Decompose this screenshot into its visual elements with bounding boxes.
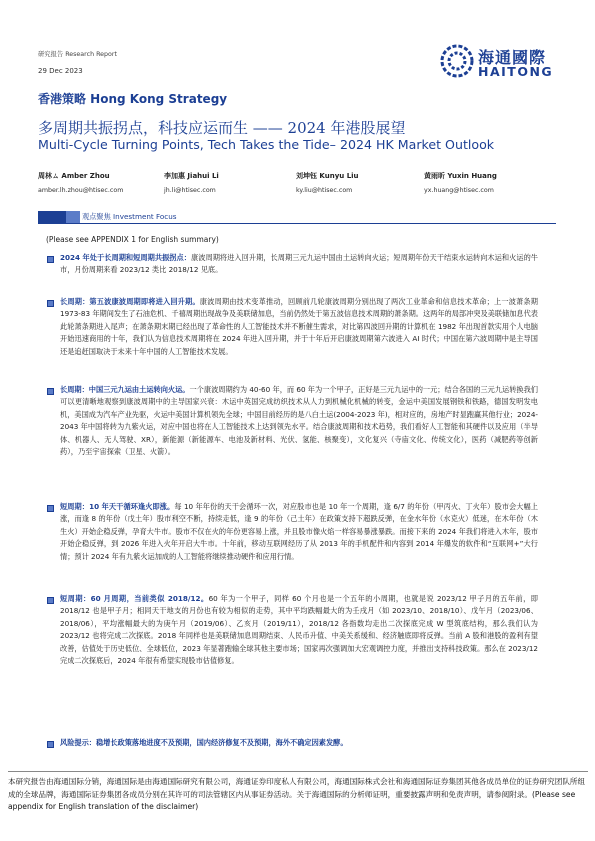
logo-cn: 海通國際 [478,48,547,67]
appendix-note: (Please see APPENDIX 1 for English summary) [46,235,219,244]
bullet-lead: 2024 年处于长周期和短周期共振拐点： [60,253,191,262]
haitong-logo-icon [440,44,474,78]
report-type: 研究报告 Research Report [38,51,117,58]
title-en: Multi-Cycle Turning Points, Tech Takes the Tide– 2024 HK Market Outlook [38,137,495,152]
bullet-icon [47,388,54,395]
bullet-paragraph-2 [60,296,538,358]
bullet-icon [47,741,54,748]
author-name: 周林ㄙ Amber Zhou [38,172,110,180]
footer-divider [8,771,588,772]
bullet-text: 每 10 年年份的天干会循环一次，对应股市也是 10 年一个周期，逢 6/7 的年份（甲丙火、丁火年）股市会大幅上涨，而逢 8 的年份（戊土年）股市利空不断，持续走低，逢 9 的年份（己土年）在政策支持下超跌反弹，在金水年份（水克火）低迷，在木年份（木生火）开始企稳反弹，孕育大牛市。股市不仅在火的年份更容易上涨，并且股市像火焰一样容易暴涨暴跌。而接下来的 2024 年我们将进入木年，股市开始企稳反弹，到 2026 年进入火年开启大牛市。十年前，移动互联网经历了从 2013 年的手机配件和内容到 2014 年爆发的软件和“互联网+”大行情；预计 2024 年有九紫火运加成的人工智能将继续推动硬件和应用行情。 [60,502,538,561]
author-email[interactable]: yx.huang@htisec.com [424,187,494,194]
bullet-lead: 短周期：60 月周期，当前类似 2018/12。 [60,594,209,603]
logo-en: HAITONG [478,64,554,79]
bullet-lead: 长周期：中国三元九运由土运转向火运。 [60,385,190,394]
bullet-lead: 短周期：10 年天干循环逢火即涨。 [60,502,175,511]
bullet-text: 康波周期将进入回升期，长周期三元九运中国由土运转向火运；短周期年份天干结束水运转向木运和火运的牛市，月份周期来看 2023/12 类比 2018/12 见底。 [60,253,538,275]
author-2 [164,171,219,194]
focus-label: 观点聚焦 Investment Focus [82,212,177,221]
author-1 [38,171,123,194]
bullet-text: 60 年为一个甲子，同样 60 个月也是一个五年的小周期，也就是说 2023/12 甲子月的五年前，即 2018/12 也是甲子月；相同天干地支的月份也有较为相似的走势，其中平均跌幅最大的为壬戌月（如 2023/10、2018/10）、戊午月（2023/06、2018/06），平均涨幅最大的为庚午月（2019/06）、乙亥月（2019/11），2018/12 各指数均走出二次探底完成 W 型筑底结构，那么我们认为 2023/12 也将完成二次探底。2018 年同样也是美联储加息周期结束、人民币升值、中美关系缓和、经济触底即将反弹。当前 A 股和港股的盈利有望改善，估值处于历史低位、全球低位，2023 年显著跑输全球其他主要市场；国家再次强调加大宏观调控力度，并推出支持科技政策。那么在 2023/12 完成二次探底后，2024 年很有希望实现股市估值修复。 [60,594,538,666]
risk-lead: 风险提示： [60,738,96,747]
focus-divider [38,223,556,224]
author-name: 刘坤钰 Kunyu Liu [296,172,359,180]
author-email[interactable]: amber.lh.zhou@htisec.com [38,187,124,194]
author-name: 黄雨昕 Yuxin Huang [424,172,497,180]
bullet-icon [47,505,54,512]
bullet-icon [47,300,54,307]
author-4 [424,171,497,194]
bullet-icon [47,597,54,604]
bullet-paragraph-3 [60,384,538,458]
author-3 [296,171,359,194]
bullet-text: 康波周期由技术变革推动，回顾前几轮康波周期分别出现了两次工业革命和信息技术革命；上一波萧条期 1973-83 年期间发生了石油危机、千禧周期出现战争及美联储加息，当前仍然处于第五波信息技术周期的萧条期。这两年的局部冲突及美联储加息代表此轮萧条期进入尾声；在萧条期末期已经出现了革命性的人工智能技术并不断催生需求，对比第四波回升期的计算机在 1982 年出现首款实用个人电脑开始迅速商用的十年，我们认为信息技术周期将在 2024 年进入回升期，并于十年后开启康波周期第六波进入 AI 时代；中国在第六波周期中是主导国还是追赶国取决于未来十年中国的人工智能技术发展。 [60,297,538,356]
risk-text: 稳增长政策落地进度不及预期，国内经济修复不及预期，海外不确定因素发酵。 [95,738,348,747]
bullet-paragraph-1 [60,252,538,277]
risk-paragraph [60,737,538,749]
report-date: 29 Dec 2023 [38,67,83,75]
author-email[interactable]: jh.li@htisec.com [164,187,216,194]
bullet-paragraph-5 [60,593,538,667]
strategy-label: 香港策略 Hong Kong Strategy [38,92,228,106]
focus-bar-light [66,211,80,223]
author-block [38,171,558,201]
bullet-text: 一个康波周期约为 40-60 年，而 60 年为一个甲子，正好是三元九运中的一元；结合各国的三元九运转换我们可以更清晰地观察到康波周期中的主导国家兴衰：木运中英国完成纺织技术从人力到机械化机械的转变，金运中美国发展钢铁和铁路，德国发明发电机，美国成为汽车产业先驱，火运中美国计算机领先全球；中国目前经历的是八白土运(2004-2023 年)，相对应的，房地产时显跑赢其他行业；2024-2043 年中国将转为九紫火运，对应中国也将在人工智能技术上达到领先水平。结合康波周期和技术趋势，我们看好人工智能和其硬件以及应用（半导体、机器人、无人驾驶、XR），新能源（新能源车、电池及新材料、光伏、氢能、核聚变），文化复兴（寺庙文化、传统文化），医药（减肥药等创新药），乃至宇宙探索（卫星、火箭）。 [60,385,538,457]
footer-disclaimer: 本研究报告由海通国际分销，海通国际是由海通国际研究有限公司，海通证券印度私人有限公司，海通国际株式会社和海通国际证券集团其他各成员单位的证券研究团队所组成的全球品牌，海通国际证券集团各成员分别在其许可的司法管辖区内从事证券活动。关于海通国际的分析师证明，重要披露声明和免责声明，请参阅附录。(Please see appendix for English translation of the disclaimer) [8,777,586,811]
author-email[interactable]: ky.liu@htisec.com [296,187,353,194]
bullet-paragraph-4 [60,501,538,563]
bullet-lead: 长周期：第五波康波周期即将进入回升期。 [60,297,200,306]
focus-bar-dark [38,211,66,223]
bullet-icon [47,256,54,263]
author-name: 李加惠 Jiahui Li [164,172,219,180]
title-cn: 多周期共振拐点，科技应运而生 —— 2024 年港股展望 [38,119,406,137]
